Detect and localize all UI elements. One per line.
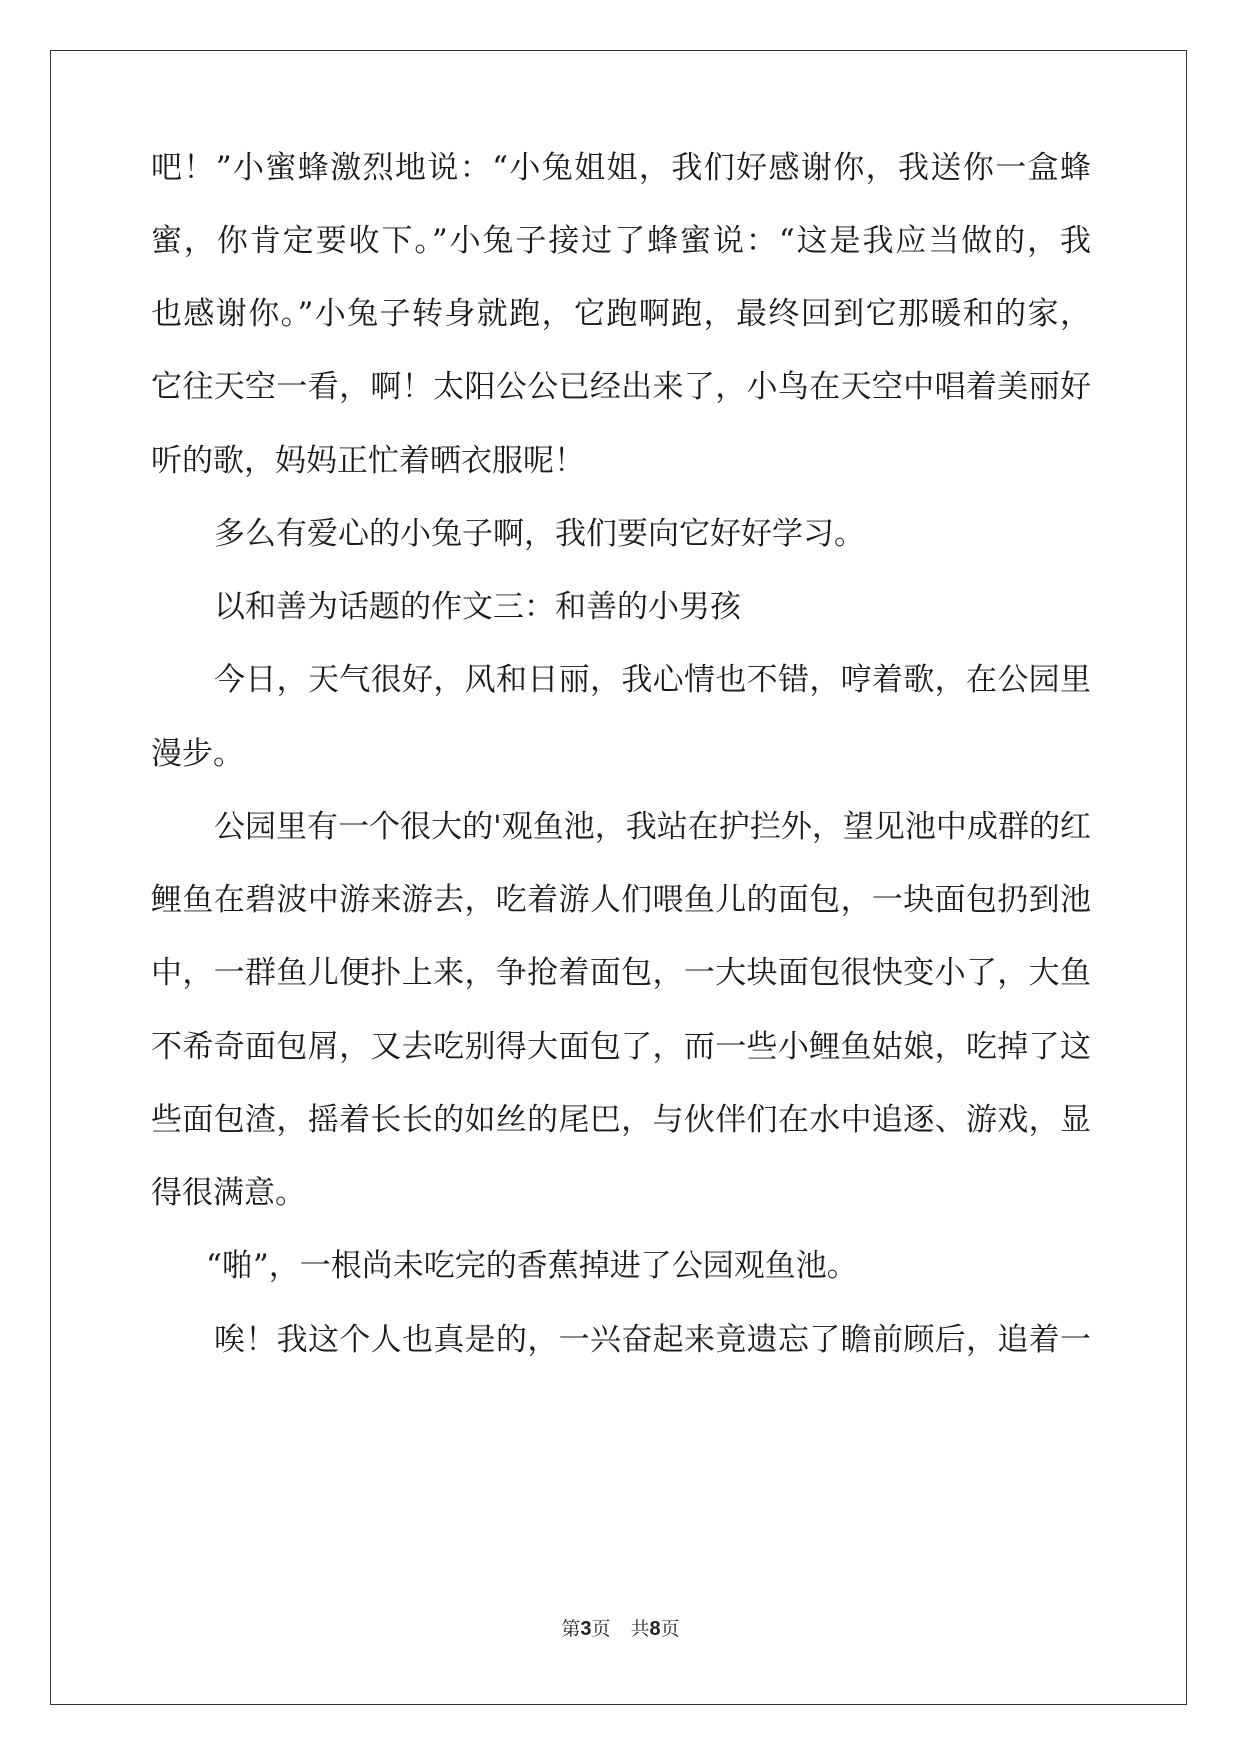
text-line: 中，一群鱼儿便扑上来，争抢着面包，一大块面包很快变小了，大鱼: [151, 955, 1091, 991]
text-line: 鲤鱼在碧波中游来游去，吃着游人们喂鱼儿的面包，一块面包扔到池: [151, 882, 1091, 918]
text-line: 今日，天气很好，风和日丽，我心情也不错，哼着歌，在公园里: [214, 662, 1091, 698]
total-prefix: 共: [630, 1618, 650, 1640]
text-line: 吧！”小蜜蜂激烈地说：“小兔姐姐，我们好感谢你，我送你一盒蜂: [151, 150, 1091, 186]
text-line: 得很满意。: [151, 1175, 306, 1211]
page-suffix: 页: [591, 1618, 611, 1640]
page-prefix: 第: [561, 1618, 581, 1640]
text-line: 漫步。: [151, 736, 244, 772]
text-line: 公园里有一个很大的'观鱼池，我站在护拦外，望见池中成群的红: [214, 809, 1091, 845]
text-line: 听的歌，妈妈正忙着晒衣服呢！: [151, 443, 585, 479]
section-heading: 以和善为话题的作文三：和善的小男孩: [214, 589, 741, 625]
page-footer: [0, 1614, 1241, 1641]
text-line: 唉！我这个人也真是的，一兴奋起来竟遗忘了瞻前顾后，追着一: [214, 1322, 1091, 1358]
text-line: 些面包渣，摇着长长的如丝的尾巴，与伙伴们在水中追逐、游戏，显: [151, 1102, 1091, 1138]
total-suffix: 页: [660, 1618, 680, 1640]
text-line: “啪”，一根尚未吃完的香蕉掉进了公园观鱼池。: [206, 1248, 858, 1284]
text-line: 它往天空一看，啊！太阳公公已经出来了，小鸟在天空中唱着美丽好: [151, 369, 1091, 405]
text-line: 多么有爱心的小兔子啊，我们要向它好好学习。: [214, 516, 865, 552]
text-line: 蜜，你肯定要收下。”小兔子接过了蜂蜜说：“这是我应当做的，我: [151, 223, 1091, 259]
text-line: 不希奇面包屑，又去吃别得大面包了，而一些小鲤鱼姑娘，吃掉了这: [151, 1029, 1091, 1065]
current-page-number: 3: [580, 1618, 592, 1640]
text-line: 也感谢你。”小兔子转身就跑，它跑啊跑，最终回到它那暖和的家，: [151, 296, 1091, 332]
total-pages-number: 8: [649, 1618, 661, 1640]
